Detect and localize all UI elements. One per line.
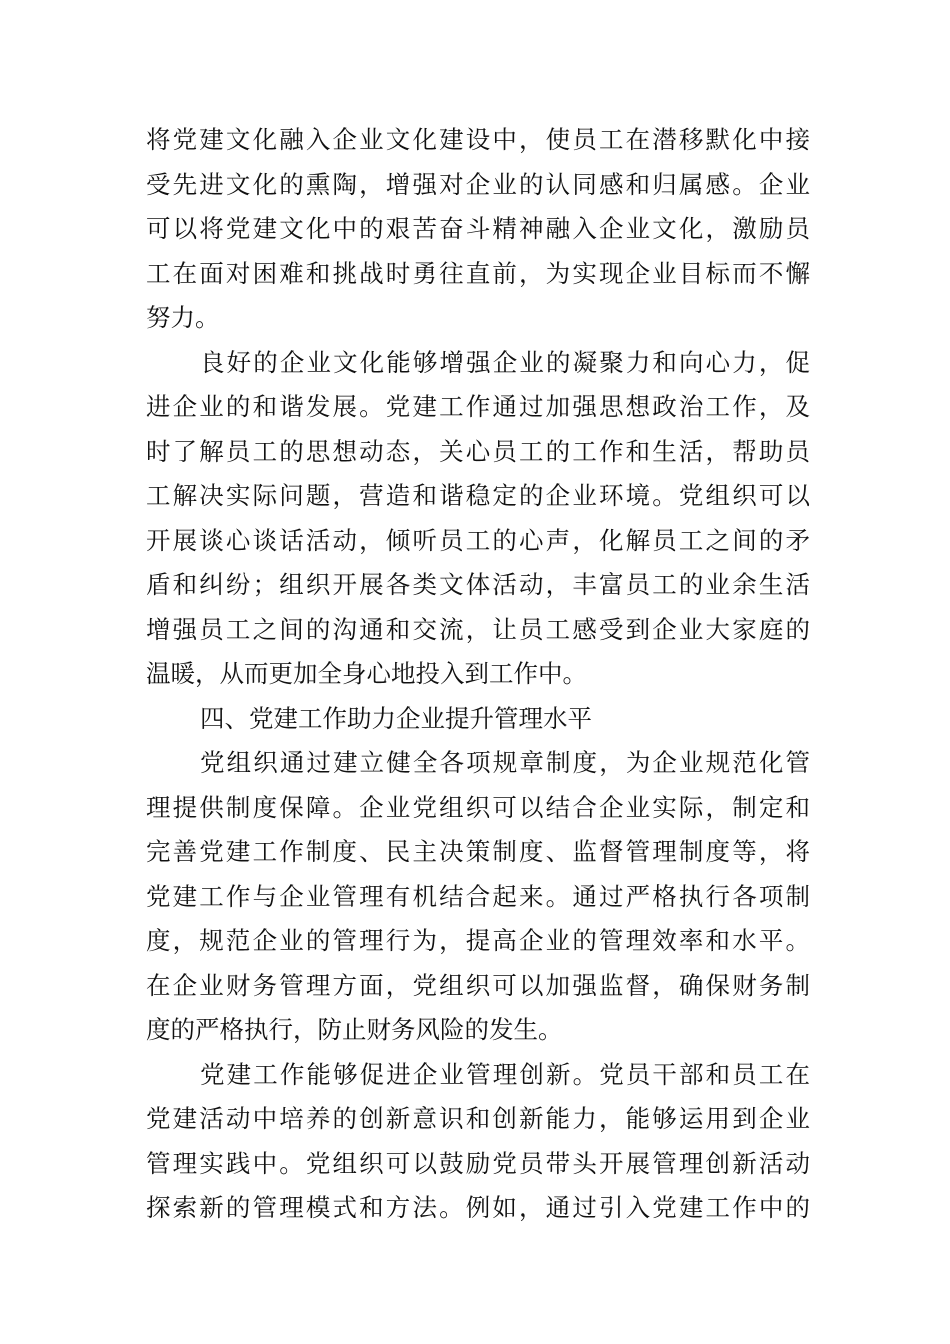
document-body: [146, 118, 810, 1231]
text-line: 理提供制度保障。企业党组织可以结合企业实际，制定和: [146, 792, 810, 822]
text-line: 党建活动中培养的创新意识和创新能力，能够运用到企业: [146, 1104, 810, 1133]
text-line: 管理实践中。党组织可以鼓励党员带头开展管理创新活动: [146, 1148, 810, 1178]
text-line: 受先进文化的熏陶，增强对企业的认同感和归属感。企业: [146, 169, 810, 199]
text-line: 党组织通过建立健全各项规章制度，为企业规范化管: [200, 748, 810, 777]
text-line: 工在面对困难和挑战时勇往直前，为实现企业目标而不懈: [146, 258, 810, 288]
text-line: 党建工作能够促进企业管理创新。党员干部和员工在: [200, 1059, 810, 1089]
text-line: 可以将党建文化中的艰苦奋斗精神融入企业文化，激励员: [146, 214, 810, 243]
text-line: 温暖，从而更加全身心地投入到工作中。: [146, 659, 587, 688]
text-line: 盾和纠纷；组织开展各类文体活动，丰富员工的业余生活: [146, 570, 810, 599]
text-line: 党建工作与企业管理有机结合起来。通过严格执行各项制: [146, 881, 810, 911]
text-line: 度的严格执行，防止财务风险的发生。: [146, 1015, 563, 1044]
text-line: 在企业财务管理方面，党组织可以加强监督，确保财务制: [146, 970, 810, 1000]
text-line: 度，规范企业的管理行为，提高企业的管理效率和水平。: [146, 926, 810, 955]
text-line: 工解决实际问题，营造和谐稳定的企业环境。党组织可以: [146, 481, 810, 510]
text-line: 时了解员工的思想动态，关心员工的工作和生活，帮助员: [146, 436, 810, 466]
text-line: 增强员工之间的沟通和交流，让员工感受到企业大家庭的: [146, 614, 810, 644]
section-heading: 四、党建工作助力企业提升管理水平: [200, 703, 592, 733]
text-line: 进企业的和谐发展。党建工作通过加强思想政治工作，及: [146, 392, 810, 421]
text-line: 努力。: [146, 303, 220, 332]
text-line: 良好的企业文化能够增强企业的凝聚力和向心力，促: [200, 347, 810, 377]
text-line: 开展谈心谈话活动，倾听员工的心声，化解员工之间的矛: [146, 525, 810, 555]
text-line: 完善党建工作制度、民主决策制度、监督管理制度等，将: [146, 837, 810, 866]
text-line: 探索新的管理模式和方法。例如，通过引入党建工作中的: [146, 1193, 810, 1222]
text-line: 将党建文化融入企业文化建设中，使员工在潜移默化中接: [146, 125, 810, 154]
